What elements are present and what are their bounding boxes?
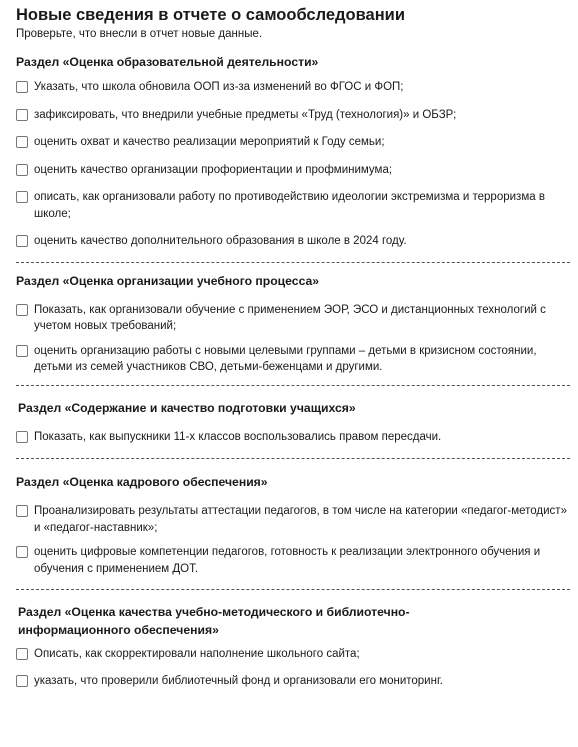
checklist-item-text: оценить качество организации профориентации и профминимума; xyxy=(34,163,393,176)
checklist-item-text: оценить цифровые компетенции педагогов, готовность к реализации электронного обучения и обучения с применением ДОТ. xyxy=(34,546,541,575)
checkbox[interactable] xyxy=(16,648,28,660)
checklist-item[interactable] xyxy=(16,429,570,446)
checklist-item[interactable] xyxy=(16,134,570,151)
checklist-item[interactable] xyxy=(16,233,570,250)
checklist-section xyxy=(16,386,570,460)
section-title: Раздел «Оценка организации учебного процесса» xyxy=(16,273,320,288)
section-title: Раздел «Оценка кадрового обеспечения» xyxy=(16,475,268,489)
checklist-item[interactable] xyxy=(16,79,570,96)
checkbox[interactable] xyxy=(16,191,28,203)
checkbox[interactable] xyxy=(16,136,28,148)
checklist xyxy=(16,503,570,577)
checklist-item[interactable] xyxy=(16,343,570,376)
checklist xyxy=(16,302,570,376)
checklist-item-text: Описать, как скорректировали наполнение школьного сайта; xyxy=(34,648,360,660)
checkbox[interactable] xyxy=(16,235,28,247)
checklist xyxy=(16,429,570,446)
checklist-section xyxy=(16,42,570,263)
checklist-item[interactable] xyxy=(16,302,570,335)
checklist-item-text: Проанализировать результаты аттестации педагогов, в том числе на категории «педагог-методист» и «педагог-наставник»; xyxy=(34,505,567,534)
sections-container xyxy=(16,42,570,689)
checklist-section xyxy=(16,590,570,689)
checklist-item[interactable] xyxy=(16,107,570,124)
checklist-item-text: зафиксировать, что внедрили учебные предметы «Труд (технология)» и ОБЗР; xyxy=(34,108,457,121)
checklist-item-text: Указать, что школа обновила ООП из-за изменений во ФГОС и ФОП; xyxy=(34,81,404,93)
checkbox[interactable] xyxy=(16,345,28,357)
section-title: Раздел «Оценка образовательной деятельности» xyxy=(16,55,319,69)
checkbox[interactable] xyxy=(16,675,28,687)
checkbox[interactable] xyxy=(16,81,28,93)
checklist-item-text: оценить организацию работы с новыми целевыми группами – детьми в кризисном состоянии, детьми из семей участников СВО, детьми-беженцами и другими. xyxy=(34,344,537,373)
checklist-item-text: указать, что проверили библиотечный фонд и организовали его мониторинг. xyxy=(34,674,443,687)
checklist-item-text: Показать, как выпускники 11-х классов воспользовались правом пересдачи. xyxy=(34,430,442,443)
checklist-item[interactable] xyxy=(16,673,570,690)
checklist-item-text: описать, как организовали работу по противодействию идеологии экстремизма и терроризма в школе; xyxy=(34,191,545,220)
checkbox[interactable] xyxy=(16,431,28,443)
checkbox[interactable] xyxy=(16,164,28,176)
checklist-section xyxy=(16,263,570,386)
checkbox[interactable] xyxy=(16,109,28,121)
page-subtitle: Проверьте, что внесли в отчет новые данные. xyxy=(16,28,263,40)
checklist-item-text: оценить качество дополнительного образования в школе в 2024 году. xyxy=(34,235,407,247)
section-title: Раздел «Содержание и качество подготовки учащихся» xyxy=(18,400,356,415)
checklist-item[interactable] xyxy=(16,189,570,222)
checklist-item-text: Показать, как организовали обучение с применением ЭОР, ЭСО и дистанционных технологий с учетом новых требований; xyxy=(34,303,546,332)
checklist xyxy=(16,79,570,250)
checkbox[interactable] xyxy=(16,304,28,316)
checklist-item-text: оценить охват и качество реализации мероприятий к Году семьи; xyxy=(34,136,385,148)
section-title: Раздел «Оценка качества учебно-методического и библиотечно-информационного обеспечения» xyxy=(18,605,410,637)
checklist-section xyxy=(16,459,570,590)
checklist-item[interactable] xyxy=(16,646,570,663)
checklist xyxy=(16,646,570,689)
checklist-item[interactable] xyxy=(16,503,570,536)
checkbox[interactable] xyxy=(16,546,28,558)
checklist-item[interactable] xyxy=(16,544,570,577)
checkbox[interactable] xyxy=(16,505,28,517)
checklist-item[interactable] xyxy=(16,162,570,179)
page-title: Новые сведения в отчете о самообследовании xyxy=(16,6,405,24)
